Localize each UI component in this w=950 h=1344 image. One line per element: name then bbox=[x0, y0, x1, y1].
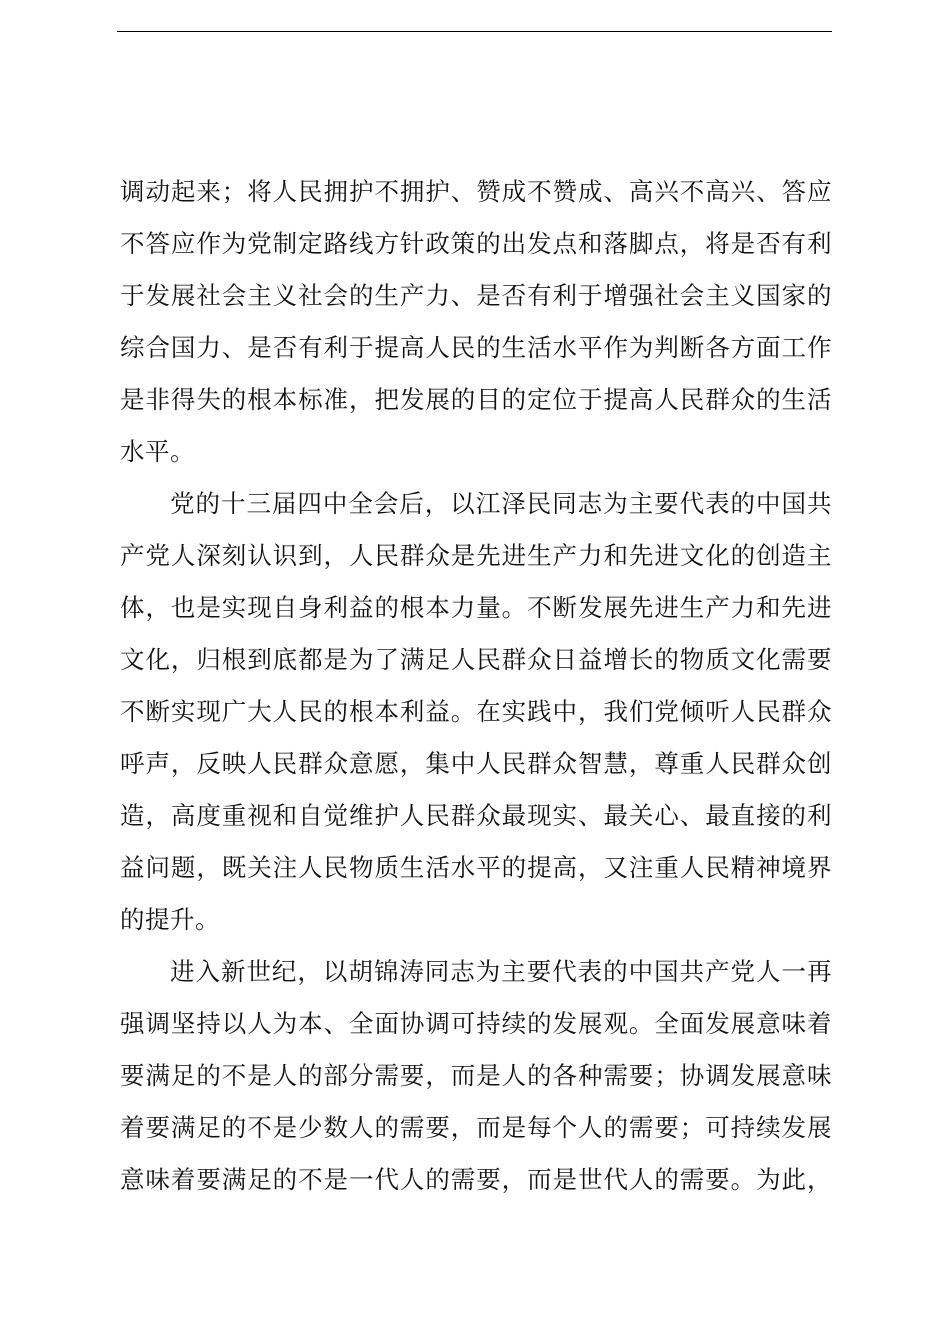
text-line: 党的十三届四中全会后，以江泽民同志为主要代表的中国共 bbox=[170, 489, 832, 518]
text-line: 文化，归根到底都是为了满足人民群众日益增长的物质文化需要 bbox=[120, 645, 832, 674]
document-body bbox=[120, 166, 832, 1206]
text-line: 着要满足的不是少数人的需要，而是每个人的需要；可持续发展 bbox=[120, 1113, 832, 1142]
text-line: 要满足的不是人的部分需要，而是人的各种需要；协调发展意味 bbox=[120, 1061, 832, 1090]
text-line: 不断实现广大人民的根本利益。在实践中，我们党倾听人民群众 bbox=[120, 697, 832, 726]
paragraph-3 bbox=[120, 946, 832, 1206]
paragraph-1 bbox=[120, 166, 832, 478]
text-line: 造，高度重视和自觉维护人民群众最现实、最关心、最直接的利 bbox=[120, 801, 832, 830]
text-line: 是非得失的根本标准，把发展的目的定位于提高人民群众的生活 bbox=[120, 385, 832, 414]
text-line: 于发展社会主义社会的生产力、是否有利于增强社会主义国家的 bbox=[120, 281, 832, 310]
text-line: 意味着要满足的不是一代人的需要，而是世代人的需要。为此， bbox=[120, 1165, 832, 1194]
text-line: 呼声，反映人民群众意愿，集中人民群众智慧，尊重人民群众创 bbox=[120, 749, 832, 778]
header-rule bbox=[117, 31, 832, 32]
text-line: 不答应作为党制定路线方针政策的出发点和落脚点，将是否有利 bbox=[120, 229, 832, 258]
text-line: 综合国力、是否有利于提高人民的生活水平作为判断各方面工作 bbox=[120, 333, 832, 362]
text-line: 水平。 bbox=[120, 437, 195, 466]
text-line: 的提升。 bbox=[120, 905, 220, 934]
text-line: 进入新世纪，以胡锦涛同志为主要代表的中国共产党人一再 bbox=[170, 957, 832, 986]
text-line: 强调坚持以人为本、全面协调可持续的发展观。全面发展意味着 bbox=[120, 1009, 832, 1038]
text-line: 益问题，既关注人民物质生活水平的提高，又注重人民精神境界 bbox=[120, 853, 832, 882]
text-line: 体，也是实现自身利益的根本力量。不断发展先进生产力和先进 bbox=[120, 593, 832, 622]
paragraph-2 bbox=[120, 478, 832, 946]
text-line: 调动起来；将人民拥护不拥护、赞成不赞成、高兴不高兴、答应 bbox=[120, 177, 832, 206]
text-line: 产党人深刻认识到，人民群众是先进生产力和先进文化的创造主 bbox=[120, 541, 832, 570]
